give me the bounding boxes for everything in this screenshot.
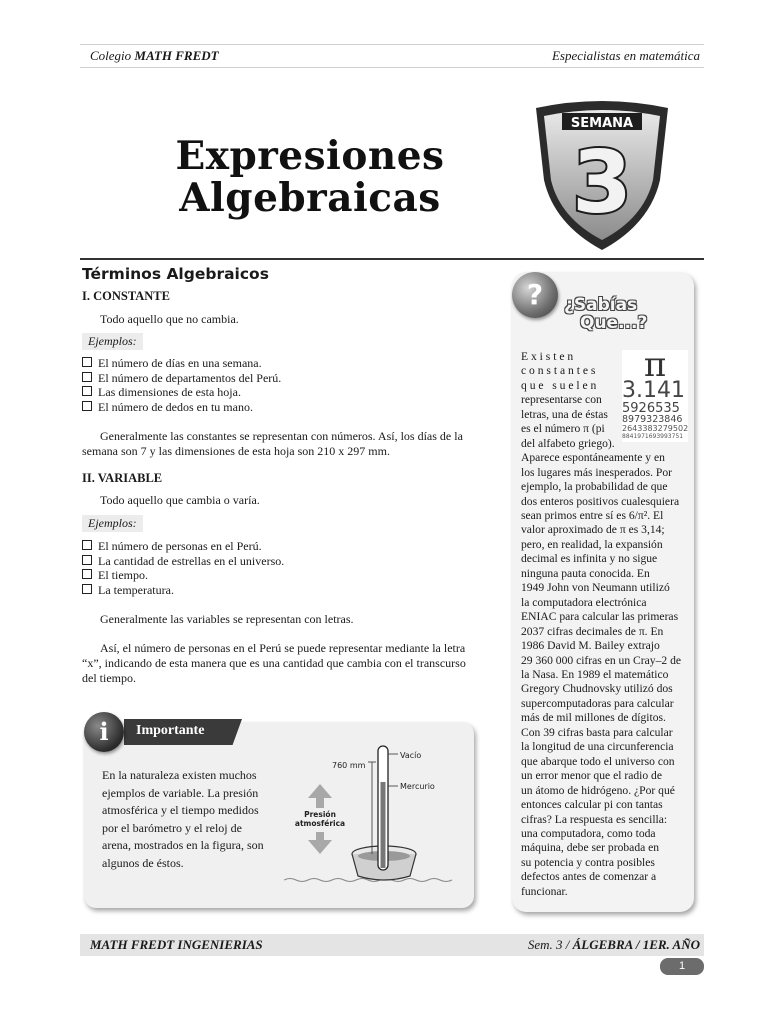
vacio-label: Vacío: [400, 751, 422, 760]
list-item: El número de días en una semana.: [82, 356, 262, 371]
variable-note-line: del tiempo.: [82, 671, 136, 685]
checkbox-icon: [82, 555, 92, 565]
page-number: 1: [660, 958, 704, 975]
title-rule: [80, 258, 704, 260]
footer-right: Sem. 3 / ÁLGEBRA / 1ER. AÑO: [527, 937, 700, 952]
pi-symbol: π: [643, 345, 667, 385]
question-icon: ?: [512, 272, 558, 318]
constante-note-line: semana son 7 y las dimensiones de esta hoja son 210 x 297 mm.: [82, 444, 390, 458]
variable-heading: II. VARIABLE: [82, 471, 163, 485]
list-item: La temperatura.: [82, 583, 174, 598]
arrow-down-icon: [308, 832, 332, 854]
constante-heading: I. CONSTANTE: [82, 289, 170, 303]
list-item: El número de departamentos del Perú.: [82, 371, 281, 386]
atmosferica-label: atmosférica: [294, 819, 346, 828]
importante-text: En la naturaleza existen muchos ejemplos de variable. La presión atmosférica y el tiempo medidos por el barómetro y el reloj de arena, mostrados en la figura, son algunos de éstos.: [102, 768, 264, 870]
arrow-up-icon: [308, 784, 332, 808]
constante-note-line: Generalmente las constantes se representan con números. Así, los días de la: [100, 429, 463, 443]
checkbox-icon: [82, 401, 92, 411]
constante-definition: Todo aquello que no cambia.: [100, 312, 239, 326]
week-number: 3: [572, 133, 632, 233]
checkbox-icon: [82, 569, 92, 579]
list-item: La cantidad de estrellas en el universo.: [82, 554, 284, 569]
sabias-text: E x i s t e n c o n s t a n t e s q u e s u e l e n representarse con letras, una de éstas es el número π (pi del alfabeto griego). Aparece espontáneamente y en los lugares más inesperados. Por ejemplo, la probabilidad de que dos enteros positivos cualesquiera sean primos entre sí es 6/π². El valor aproximado de π es 3,14; pero, en realidad, la expansión decimal es infinita y no sigue ninguna pauta conocida. En 1949 John von Neumann utilizó la computadora electrónica ENIAC para calcular las primeras 2037 cifras decimales de π. En 1986 David M. Bailey extrajo 29 360 000 cifras en un Cray–2 de la Nasa. En 1989 el matemático Gregory Chudnovsky utilizó dos supercomputadoras para calcular más de mil millones de dígitos. Con 39 cifras basta para calcular la longitud de una circunferencia que abarque todo el universo con un error menor que el radio de un átomo de hidrógeno. ¿Por qué entonces calcular pi con tantas cifras? La respuesta es sencilla: una computadora, como toda máquina, debe ser probada en su potencia y contra posibles defectos antes de comenzar a funcionar.: [521, 350, 682, 898]
page-title: Expresiones Algebraicas: [175, 133, 445, 221]
checkbox-icon: [82, 584, 92, 594]
semana-label: SEMANA: [570, 116, 634, 131]
pi-digits-graphic: π 3.141 5926535 8979323846 2643383279502 8841971693993751: [622, 345, 689, 440]
barometer-diagram: [284, 742, 464, 892]
list-item: El tiempo.: [82, 568, 148, 583]
checkbox-icon: [82, 372, 92, 382]
school-name: Colegio MATH FREDT: [90, 48, 219, 63]
importante-label: Importante: [136, 723, 205, 738]
ejemplos-label: Ejemplos:: [82, 333, 143, 350]
variable-note: Generalmente las variables se representan con letras.: [100, 612, 354, 626]
week-shield-badge: [532, 100, 672, 252]
checkbox-icon: [82, 386, 92, 396]
mercurio-label: Mercurio: [400, 782, 435, 791]
checkbox-icon: [82, 357, 92, 367]
info-icon: i: [84, 712, 124, 752]
list-item: Las dimensiones de esta hoja.: [82, 385, 241, 400]
variable-note-line: “x”, indicando de esta manera que es una cantidad que cambia con el transcurso: [82, 656, 466, 670]
sabias-title: ¿Sabías Que...?: [564, 295, 648, 333]
section-title: Términos Algebraicos: [82, 265, 269, 283]
list-item: El número de personas en el Perú.: [82, 539, 262, 554]
tagline: Especialistas en matemática: [551, 48, 700, 63]
mm-label: 760 mm: [332, 761, 366, 770]
variable-note-line: Así, el número de personas en el Perú se puede representar mediante la letra: [100, 641, 466, 655]
list-item: El número de dedos en tu mano.: [82, 400, 253, 415]
presion-label: Presión: [304, 810, 336, 819]
checkbox-icon: [82, 540, 92, 550]
footer-left: MATH FREDT INGENIERIAS: [90, 937, 263, 952]
variable-definition: Todo aquello que cambia o varía.: [100, 493, 260, 507]
ejemplos-label: Ejemplos:: [82, 515, 143, 532]
